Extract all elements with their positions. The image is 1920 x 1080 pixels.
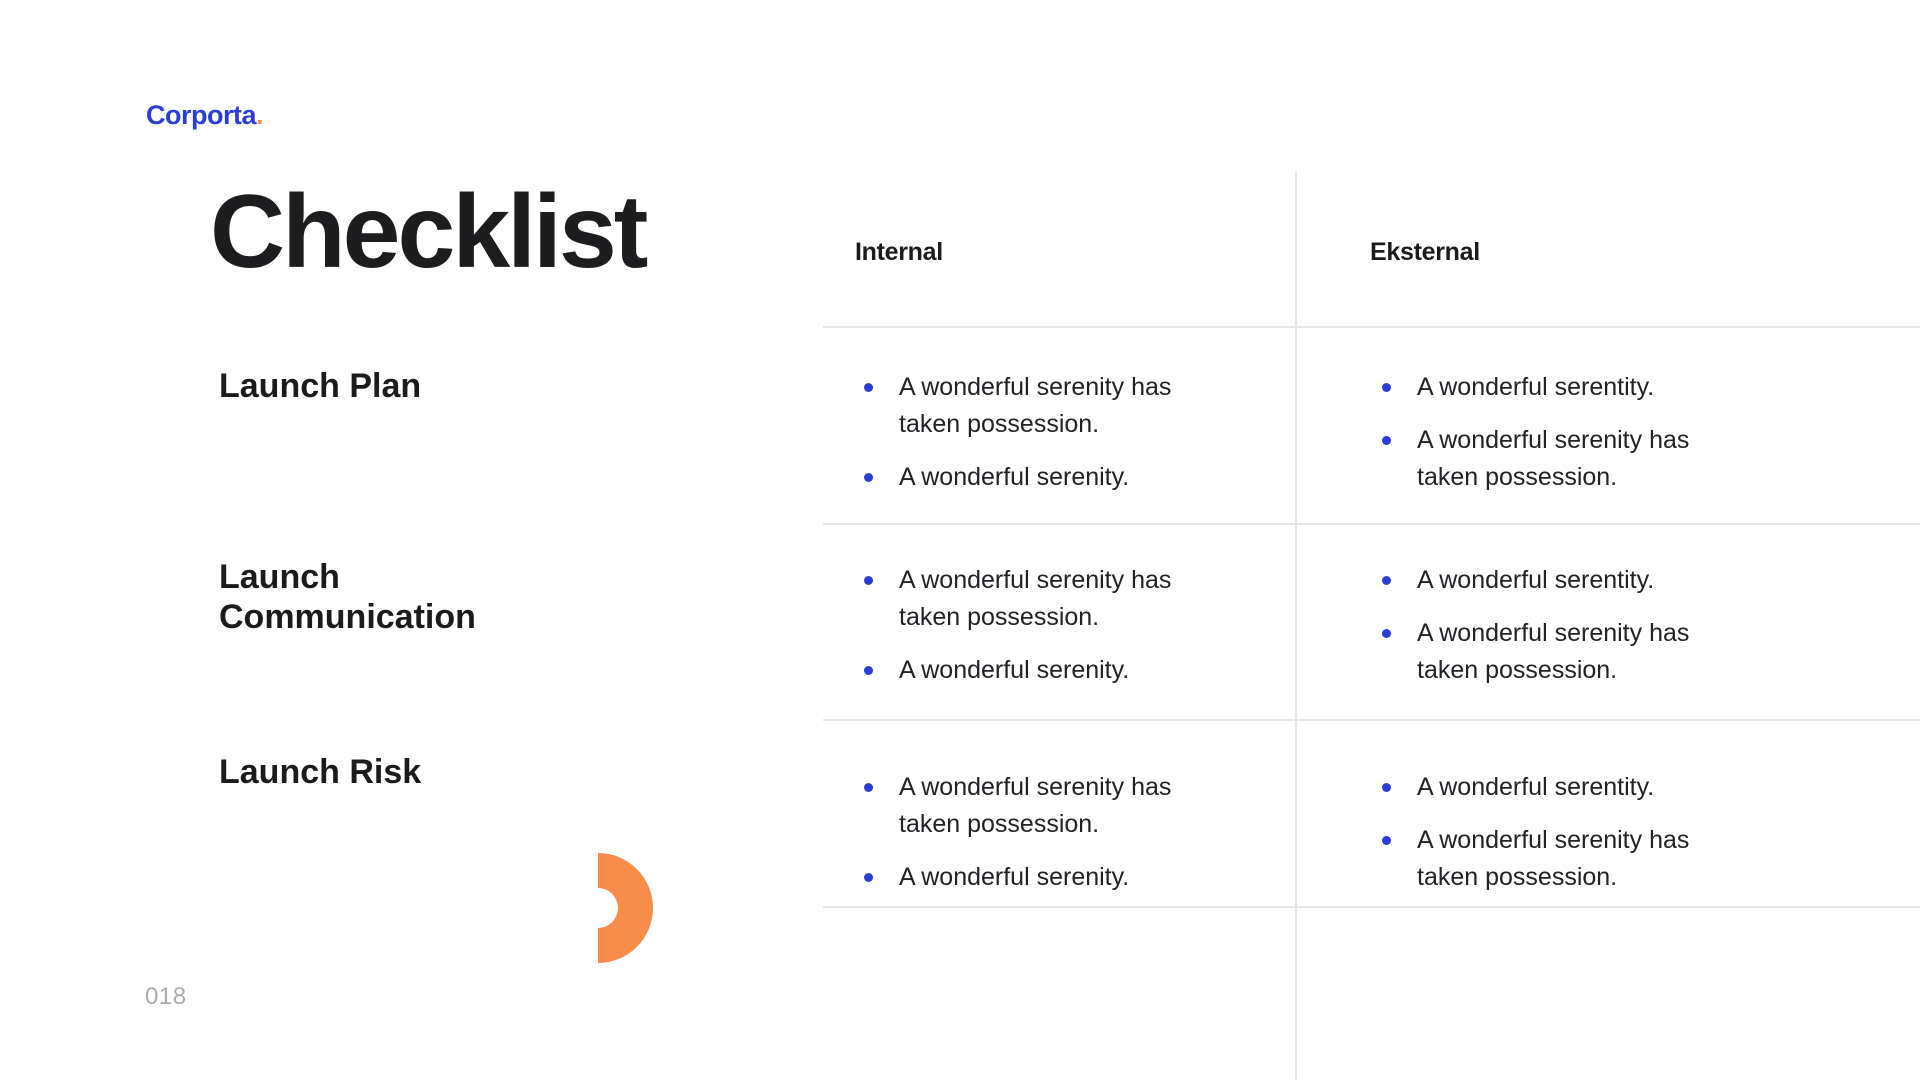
- row-divider-3: [823, 906, 1920, 908]
- cell-launch-plan-internal: [864, 369, 1194, 496]
- bullet-dot-icon: [1382, 576, 1391, 585]
- column-header-internal: Internal: [855, 238, 943, 266]
- list-item: [1382, 422, 1712, 496]
- column-divider-line: [1295, 172, 1297, 1080]
- cell-launch-communication-internal: [864, 562, 1194, 689]
- bullet-dot-icon: [1382, 629, 1391, 638]
- header-underline: [823, 326, 1920, 328]
- bullet-dot-icon: [864, 473, 873, 482]
- list-item-text: A wonderful serenity has taken possession.: [899, 373, 1172, 438]
- list-item-text: A wonderful serentity.: [1417, 373, 1655, 401]
- row-divider-1: [823, 523, 1920, 525]
- brand-dot: .: [256, 100, 264, 130]
- bullet-dot-icon: [1382, 383, 1391, 392]
- list-item: [1382, 562, 1712, 599]
- list-item: [864, 562, 1194, 636]
- list-item-text: A wonderful serenity.: [899, 463, 1130, 491]
- cell-launch-plan-eksternal: [1382, 369, 1712, 496]
- list-item: [864, 369, 1194, 443]
- list-item-text: A wonderful serenity has taken possession.: [899, 566, 1172, 631]
- page-title: Checklist: [210, 174, 646, 290]
- row-label-launch-risk: Launch Risk: [219, 753, 422, 791]
- bullet-dot-icon: [864, 666, 873, 675]
- brand-name: Corporta: [146, 100, 256, 130]
- list-item: [1382, 615, 1712, 689]
- list-item: [1382, 822, 1712, 896]
- bullet-dot-icon: [864, 783, 873, 792]
- cell-launch-risk-internal: [864, 769, 1194, 896]
- bullet-dot-icon: [1382, 783, 1391, 792]
- list-item-text: A wonderful serenity has taken possession.: [1417, 426, 1690, 491]
- list-item-text: A wonderful serenity.: [899, 863, 1130, 891]
- list-item: [1382, 769, 1712, 806]
- row-label-launch-plan: Launch Plan: [219, 367, 422, 405]
- row-divider-2: [823, 719, 1920, 721]
- cell-launch-communication-eksternal: [1382, 562, 1712, 689]
- list-item-text: A wonderful serenity has taken possession.: [1417, 826, 1690, 891]
- list-item: [864, 459, 1194, 496]
- page-number: 018: [145, 983, 187, 1010]
- list-item-text: A wonderful serenity.: [899, 656, 1130, 684]
- column-header-eksternal: Eksternal: [1370, 238, 1480, 266]
- list-item: [864, 769, 1194, 843]
- bullet-dot-icon: [1382, 836, 1391, 845]
- cell-launch-risk-eksternal: [1382, 769, 1712, 896]
- list-item-text: A wonderful serentity.: [1417, 566, 1655, 594]
- list-item: [864, 652, 1194, 689]
- row-label-launch-communication: Launch Communication: [219, 558, 476, 636]
- bullet-dot-icon: [864, 383, 873, 392]
- list-item: [864, 859, 1194, 896]
- bullet-dot-icon: [864, 576, 873, 585]
- list-item-text: A wonderful serenity has taken possession.: [899, 773, 1172, 838]
- list-item: [1382, 369, 1712, 406]
- half-donut-icon: [598, 853, 653, 963]
- bullet-dot-icon: [1382, 436, 1391, 445]
- list-item-text: A wonderful serentity.: [1417, 773, 1655, 801]
- list-item-text: A wonderful serenity has taken possession.: [1417, 619, 1690, 684]
- brand-logo: [146, 100, 263, 131]
- bullet-dot-icon: [864, 873, 873, 882]
